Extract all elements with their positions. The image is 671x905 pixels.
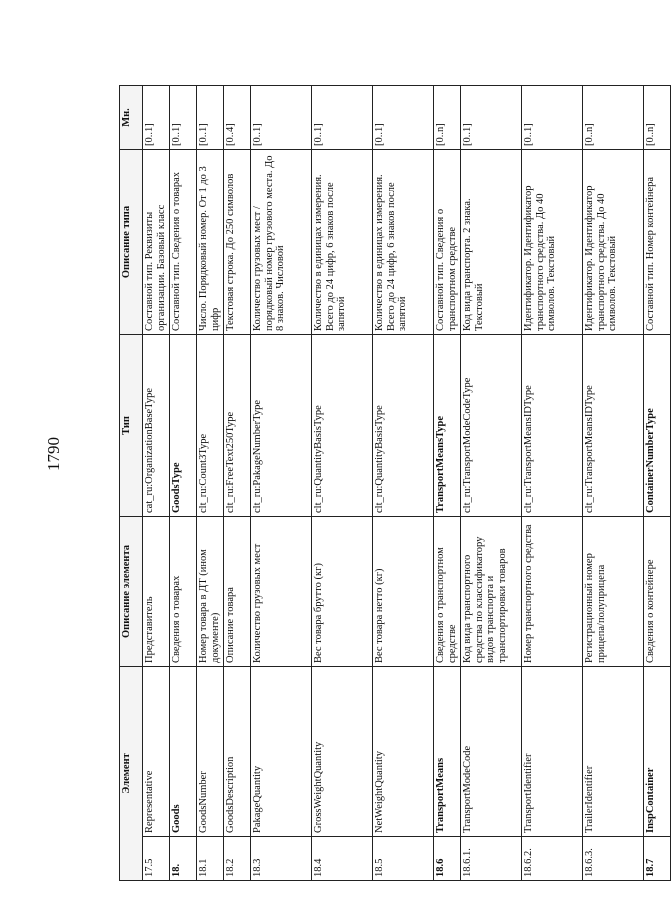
element-type: clt_ru:Count3Type xyxy=(197,335,224,517)
row-number: 17.5 xyxy=(143,837,170,881)
element-description: Регистрационный номер прицепа/полуприцепа xyxy=(583,517,644,667)
element-name: InspContainer xyxy=(644,667,671,837)
element-type: TransportMeansType xyxy=(434,335,461,517)
element-type: clt_ru:PakageNumberType xyxy=(251,335,312,517)
element-type: clt_ru:QuantityBasisType xyxy=(312,335,373,517)
element-type: GoodsType xyxy=(170,335,197,517)
element-description: Вес товара нетто (кг) xyxy=(373,517,434,667)
multiplicity: [0..1] xyxy=(461,86,522,150)
element-description: Представитель xyxy=(143,517,170,667)
table-row xyxy=(224,86,251,881)
table-row xyxy=(583,86,644,881)
element-name: Goods xyxy=(170,667,197,837)
row-number: 18. xyxy=(170,837,197,881)
table-row xyxy=(434,86,461,881)
element-description: Количество грузовых мест xyxy=(251,517,312,667)
multiplicity: [0..1] xyxy=(522,86,583,150)
element-name: GoodsNumber xyxy=(197,667,224,837)
element-description: Номер товара в ДТ (ином документе) xyxy=(197,517,224,667)
type-description: Идентификатор. Идентификатор транспортного средства. До 40 символов. Текстовый xyxy=(583,150,644,335)
element-name: GoodsDescription xyxy=(224,667,251,837)
page-number: 1790 xyxy=(44,437,63,471)
type-description: Код вида транспорта. 2 знака. Текстовый xyxy=(461,150,522,335)
multiplicity: [0..4] xyxy=(224,86,251,150)
element-type: clt_ru:FreeText250Type xyxy=(224,335,251,517)
element-description: Сведения о транспортном средстве xyxy=(434,517,461,667)
multiplicity: [0..1] xyxy=(373,86,434,150)
row-number: 18.2 xyxy=(224,837,251,881)
type-description: Число. Порядковый номер. От 1 до 3 цифр xyxy=(197,150,224,335)
table-row xyxy=(373,86,434,881)
row-number: 18.6.3. xyxy=(583,837,644,881)
table-container xyxy=(119,86,656,881)
multiplicity: [0..n] xyxy=(583,86,644,150)
type-description: Текстовая строка. До 250 символов xyxy=(224,150,251,335)
type-description: Идентификатор. Идентификатор транспортного средства. До 40 символов. Текстовый xyxy=(522,150,583,335)
row-number: 18.6.2. xyxy=(522,837,583,881)
header-element: Элемент xyxy=(120,667,143,881)
row-number: 18.6.1. xyxy=(461,837,522,881)
row-number: 18.6 xyxy=(434,837,461,881)
multiplicity: [0..1] xyxy=(197,86,224,150)
element-type: clt_ru:TransportMeansIDType xyxy=(583,335,644,517)
element-description: Номер транспортного средства xyxy=(522,517,583,667)
element-type: cat_ru:OrganizationBaseType xyxy=(143,335,170,517)
multiplicity: [0..1] xyxy=(251,86,312,150)
row-number: 18.4 xyxy=(312,837,373,881)
table-row xyxy=(312,86,373,881)
element-table xyxy=(119,85,671,881)
header-element-description: Описание элемента xyxy=(120,517,143,667)
element-type: clt_ru:TransportMeansIDType xyxy=(522,335,583,517)
element-name: TransportMeans xyxy=(434,667,461,837)
element-description: Сведения о контейнере xyxy=(644,517,671,667)
type-description: Составной тип. Сведения о товарах xyxy=(170,150,197,335)
element-name: GrossWeightQuantity xyxy=(312,667,373,837)
header-multiplicity: Мн. xyxy=(120,86,143,150)
element-description: Сведения о товарах xyxy=(170,517,197,667)
type-description: Количество грузовых мест / порядковый номер грузового места. До 8 знаков. Числовой xyxy=(251,150,312,335)
element-type: ContainerNumberType xyxy=(644,335,671,517)
multiplicity: [0..n] xyxy=(434,86,461,150)
type-description: Составной тип. Номер контейнера xyxy=(644,150,671,335)
row-number: 18.7 xyxy=(644,837,671,881)
type-description: Составной тип. Реквизиты организации. Базовый класс xyxy=(143,150,170,335)
element-type: clt_ru:QuantityBasisType xyxy=(373,335,434,517)
element-name: TrailerIdentifier xyxy=(583,667,644,837)
element-name: NetWeightQuantity xyxy=(373,667,434,837)
element-name: PakageQuantity xyxy=(251,667,312,837)
table-row xyxy=(143,86,170,881)
element-name: Representative xyxy=(143,667,170,837)
row-number: 18.3 xyxy=(251,837,312,881)
element-name: TransportModeCode xyxy=(461,667,522,837)
table-row xyxy=(170,86,197,881)
header-type-description: Описание типа xyxy=(120,150,143,335)
element-description: Вес товара брутто (кг) xyxy=(312,517,373,667)
type-description: Количество в единицах измерения. Всего до 24 цифр, 6 знаков после запятой xyxy=(312,150,373,335)
table-row xyxy=(197,86,224,881)
multiplicity: [0..1] xyxy=(312,86,373,150)
table-row xyxy=(522,86,583,881)
table-row xyxy=(644,86,671,881)
multiplicity: [0..1] xyxy=(143,86,170,150)
multiplicity: [0..n] xyxy=(644,86,671,150)
table-row xyxy=(251,86,312,881)
header-type: Тип xyxy=(120,335,143,517)
table-header-row xyxy=(120,86,143,881)
element-name: TransportIdentifier xyxy=(522,667,583,837)
table-row xyxy=(461,86,522,881)
element-description: Описание товара xyxy=(224,517,251,667)
type-description: Количество в единицах измерения. Всего до 24 цифр, 6 знаков после запятой xyxy=(373,150,434,335)
element-type: clt_ru:TransportModeCodeType xyxy=(461,335,522,517)
row-number: 18.5 xyxy=(373,837,434,881)
row-number: 18.1 xyxy=(197,837,224,881)
type-description: Составной тип. Сведения о транспортном средстве xyxy=(434,150,461,335)
element-description: Код вида транспортного средства по классификатору видов транспорта и транспортировки товаров xyxy=(461,517,522,667)
multiplicity: [0..1] xyxy=(170,86,197,150)
